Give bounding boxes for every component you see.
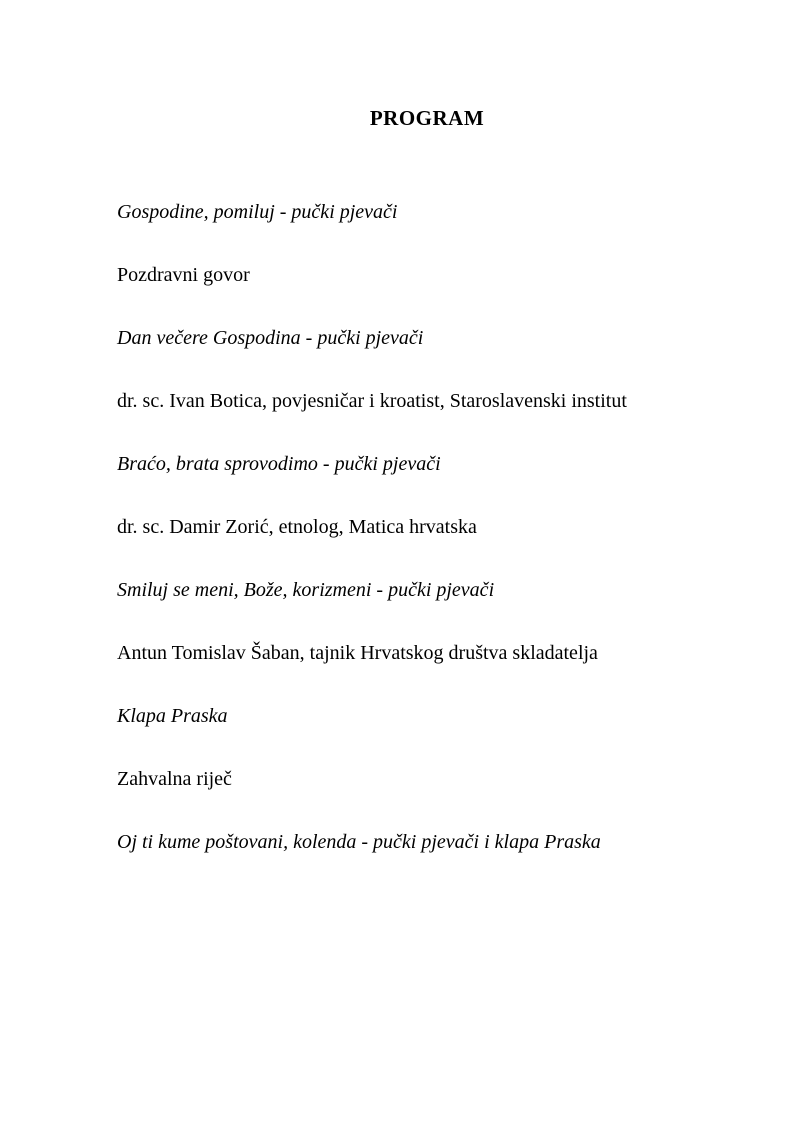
program-line: Gospodine, pomiluj - pučki pjevači [117,201,398,223]
program-line: Braćo, brata sprovodimo - pučki pjevači [117,453,441,475]
program-line: Oj ti kume poštovani, kolenda - pučki pjevači i klapa Praska [117,831,601,853]
program-line: Antun Tomislav Šaban, tajnik Hrvatskog društva skladatelja [117,642,598,664]
program-line: Dan večere Gospodina - pučki pjevači [117,327,424,349]
page-title: PROGRAM [369,106,485,130]
program-line: Klapa Praska [117,705,228,727]
program-list [117,181,737,874]
program-line: dr. sc. Damir Zorić, etnolog, Matica hrvatska [117,516,477,538]
document-content [117,0,737,874]
program-line: Zahvalna riječ [117,768,232,790]
program-line: dr. sc. Ivan Botica, povjesničar i kroatist, Staroslavenski institut [117,390,627,412]
program-line: Pozdravni govor [117,264,250,286]
program-line: Smiluj se meni, Bože, korizmeni - pučki pjevači [117,579,495,601]
